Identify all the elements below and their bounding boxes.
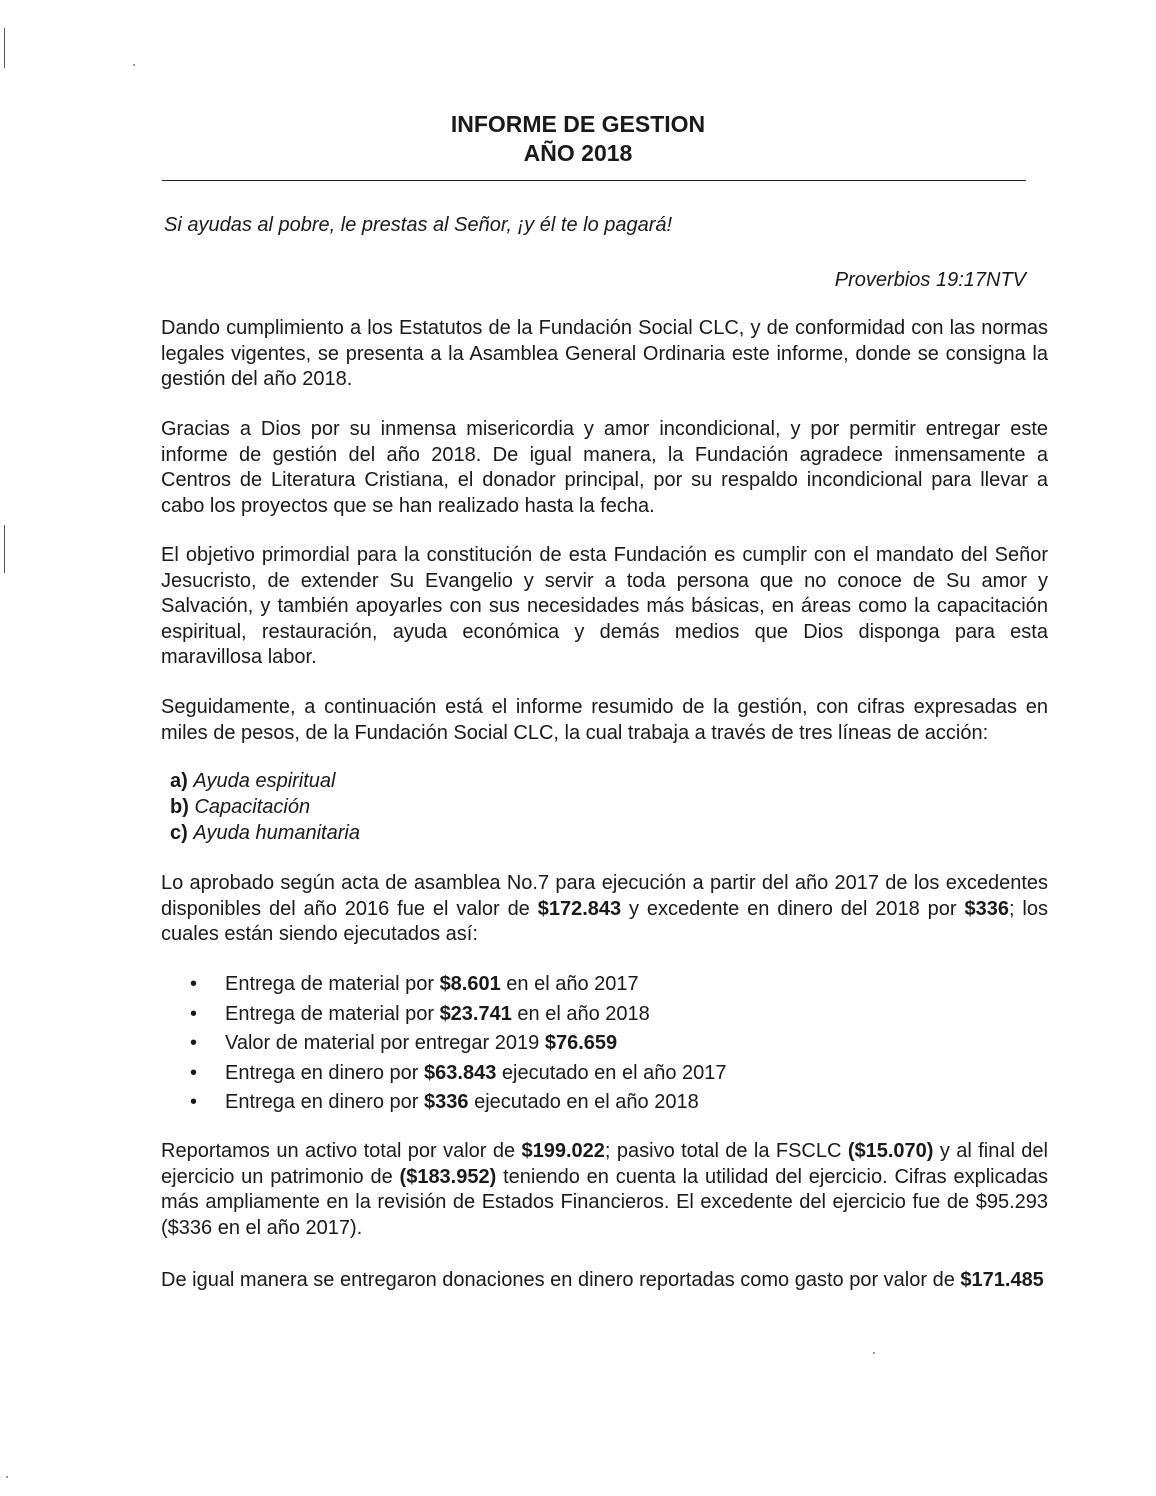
action-line-text: Ayuda humanitaria xyxy=(193,822,360,844)
scan-speck xyxy=(873,1352,875,1354)
execution-text: ejecutado en el año 2018 xyxy=(468,1091,699,1113)
execution-item xyxy=(190,1029,727,1059)
liability-amount: ($15.070) xyxy=(847,1140,934,1162)
execution-amount: $76.659 xyxy=(544,1032,618,1054)
title-divider xyxy=(162,180,1026,181)
execution-text: en el año 2017 xyxy=(500,973,639,995)
execution-text: Entrega de material por xyxy=(225,1002,440,1025)
execution-amount: $8.601 xyxy=(439,973,501,995)
paragraph-donations xyxy=(161,1268,1048,1294)
paragraph-gratitude: Gracias a Dios por su inmensa misericordia y amor incondicional, y por permitir entregar este informe de gestión del año 2018. De igual manera, la Fundación agradece inmensamente a Centros de Literatura Cristiana, el donador principal, por su respaldo incondicional para llevar a cabo los proyectos que se han realizado hasta la fecha. xyxy=(161,418,1048,517)
action-line-item xyxy=(170,820,360,846)
execution-item xyxy=(190,1088,727,1118)
approval-text: ; los cuales están siendo ejecutados así: xyxy=(161,897,1048,945)
paragraph-financials xyxy=(161,1139,1048,1241)
executions-list xyxy=(190,970,727,1118)
scan-edge-mark xyxy=(4,525,5,573)
asset-amount: $199.022 xyxy=(521,1140,605,1162)
approval-text: Lo aprobado según acta de asamblea No.7 para ejecución a partir del año 2017 de los excedentes disponibles del año 2016 fue el valor de xyxy=(161,872,1048,920)
scan-speck xyxy=(133,64,135,66)
paragraph-approval xyxy=(161,871,1048,948)
approval-amount: $336 xyxy=(964,897,1009,920)
title-line-1: INFORME DE GESTION xyxy=(450,111,706,137)
page-title xyxy=(0,110,1156,168)
approval-text: y excedente en dinero del 2018 por xyxy=(621,897,965,920)
financials-text: teniendo en cuenta la utilidad del ejercicio. Cifras explicadas más ampliamente en la revisión de Estados Financieros. El excedente del ejercicio fue de $95.293 ($336 en el año 2017). xyxy=(161,1165,1048,1239)
donations-text: De igual manera se entregaron donaciones en dinero reportadas como gasto por valor de xyxy=(161,1269,961,1291)
execution-amount: $336 xyxy=(424,1091,469,1113)
action-line-letter: a) xyxy=(170,770,188,792)
approval-amount: $172.843 xyxy=(537,897,622,920)
paragraph-introduction: Dando cumplimiento a los Estatutos de la Fundación Social CLC, y de conformidad con las normas legales vigentes, se presenta a la Asamblea General Ordinaria este informe, donde se consigna la gestión del año 2018. xyxy=(161,317,1048,390)
paragraph-objective: El objetivo primordial para la constitución de esta Fundación es cumplir con el mandato del Señor Jesucristo, de extender Su Evangelio y servir a toda persona que no conoce de Su amor y Salvación, y también apoyarles con sus necesidades más básicas, en áreas como la capacitación espiritual, restauración, ayuda económica y demás medios que Dios disponga para esta maravillosa labor. xyxy=(161,544,1048,668)
action-line-text: Capacitación xyxy=(194,796,311,818)
action-line-item xyxy=(170,768,360,794)
action-line-item xyxy=(170,794,360,820)
execution-text: Entrega en dinero por xyxy=(225,1061,425,1084)
execution-item xyxy=(190,970,727,1000)
financials-text: ; pasivo total de la FSCLC xyxy=(604,1140,848,1162)
action-line-letter: b) xyxy=(170,796,189,818)
execution-text: en el año 2018 xyxy=(511,1002,650,1025)
execution-amount: $23.741 xyxy=(439,1002,512,1025)
action-lines-list xyxy=(170,768,360,846)
paragraph-summary-intro: Seguidamente, a continuación está el informe resumido de la gestión, con cifras expresadas en miles de pesos, de la Fundación Social CLC, la cual trabaja a través de tres líneas de acción: xyxy=(161,696,1048,744)
execution-text: Valor de material por entregar 2019 xyxy=(225,1032,545,1054)
donations-amount: $171.485 xyxy=(960,1269,1044,1291)
execution-amount: $63.843 xyxy=(424,1061,497,1084)
epigraph-quote: Si ayudas al pobre, le prestas al Señor, ¡y él te lo pagará! xyxy=(164,214,673,236)
financials-text: Reportamos un activo total por valor de xyxy=(161,1140,522,1162)
execution-text: Entrega de material por xyxy=(225,973,440,995)
epigraph-citation: Proverbios 19:17NTV xyxy=(834,269,1026,291)
scan-speck xyxy=(6,1476,8,1478)
title-line-2: AÑO 2018 xyxy=(523,140,633,166)
action-line-text: Ayuda espiritual xyxy=(193,770,336,792)
execution-item xyxy=(190,1059,727,1089)
execution-text: Entrega en dinero por xyxy=(225,1091,425,1113)
execution-item xyxy=(190,1000,727,1030)
financials-text: y al final del ejercicio un patrimonio de xyxy=(161,1140,1048,1188)
execution-text: ejecutado en el año 2017 xyxy=(496,1061,727,1084)
equity-amount: ($183.952) xyxy=(399,1165,497,1188)
scan-edge-mark xyxy=(4,28,5,68)
action-line-letter: c) xyxy=(170,822,188,844)
